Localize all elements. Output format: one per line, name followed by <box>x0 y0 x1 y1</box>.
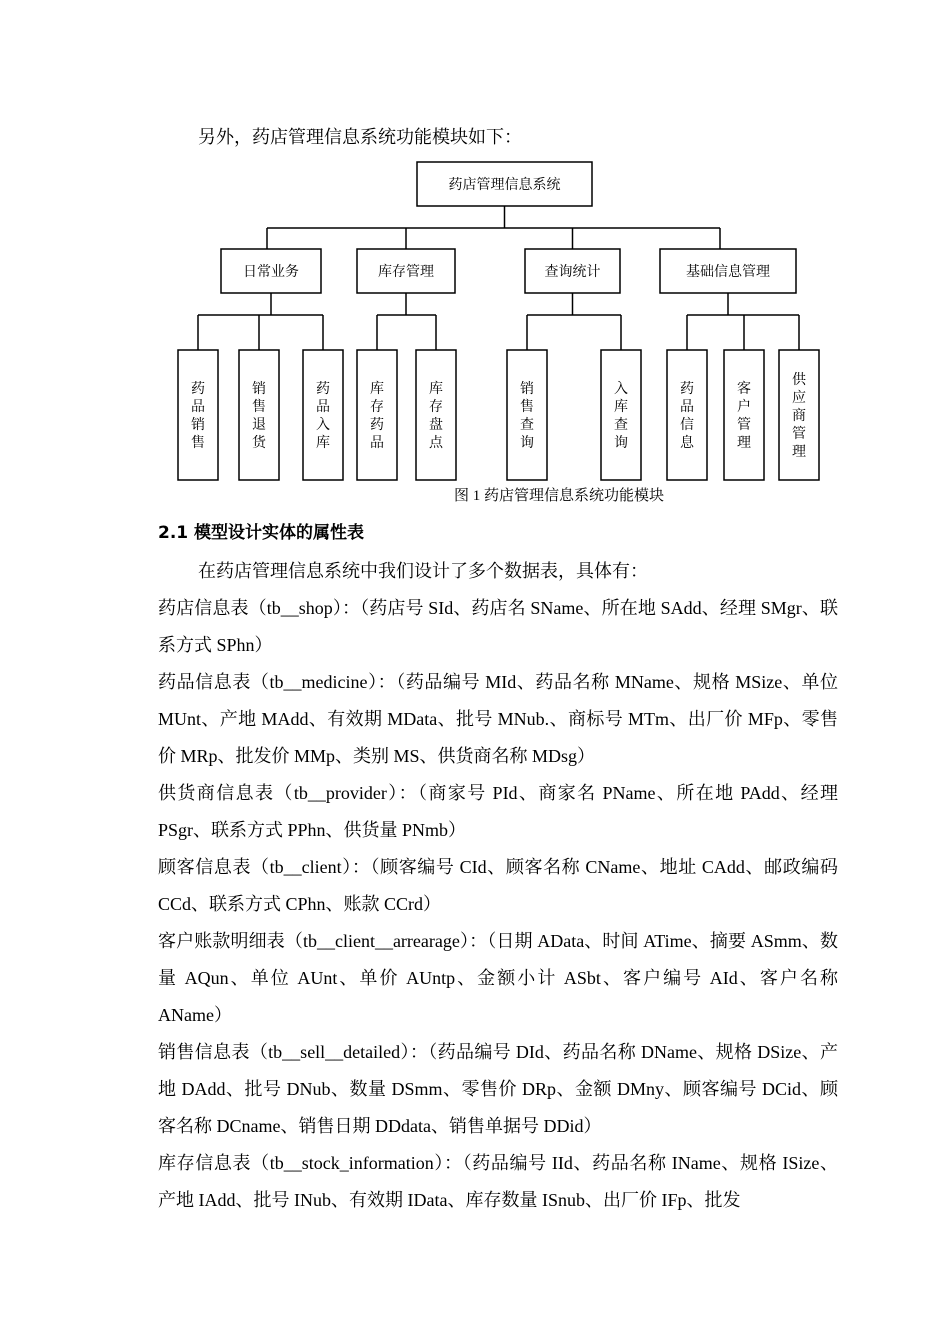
module-box <box>303 350 343 480</box>
module-label: 入库查询 <box>614 381 628 451</box>
module-box <box>416 350 456 480</box>
module-label: 药品销售 <box>191 381 205 451</box>
module-box <box>357 350 397 480</box>
module-label: 药品信息 <box>680 381 694 451</box>
module-box <box>601 350 641 480</box>
module-label: 药品入库 <box>316 381 330 451</box>
figure-caption: 图 1 药店管理信息系统功能模块 <box>454 488 665 504</box>
section-title: 2.1 模型设计实体的属性表 <box>158 523 365 543</box>
module-box <box>178 350 218 480</box>
module-box <box>724 350 764 480</box>
paragraph: 药品信息表（tb__medicine）：（药品编号 MId、药品名称 MName、规格 MSize、单位 MUnt、产地 MAdd、有效期 MData、批号 MNub.、商标号 MTm、出厂价 MFp、零售价 MRp、批发价 MMp、类别 MS、供货商名称 MDsg） <box>158 672 838 766</box>
paragraph: 在药店管理信息系统中我们设计了多个数据表，具体有： <box>198 561 648 581</box>
paragraph: 客户账款明细表（tb__client__arrearage）：（日期 AData、时间 ATime、摘要 ASmm、数量 AQun、单位 AUnt、单价 AUntp、金额小计 ASbt、客户编号 AId、客户名称 AName） <box>158 931 838 1025</box>
module-label: 销售退货 <box>252 381 266 451</box>
paragraph: 供货商信息表（tb__provider）：（商家号 PId、商家名 PName、所在地 PAdd、经理 PSgr、联系方式 PPhn、供货量 PNmb） <box>158 783 838 840</box>
module-label: 库存盘点 <box>429 381 443 451</box>
body-text <box>158 553 838 1219</box>
paragraph: 药店信息表（tb__shop）：（药店号 SId、药店名 SName、所在地 SAdd、经理 SMgr、联系方式 SPhn） <box>158 598 838 655</box>
intro-text: 另外，药店管理信息系统功能模块如下： <box>198 127 522 147</box>
root-label: 药店管理信息系统 <box>448 177 561 193</box>
module-label: 供应商管理 <box>792 372 806 460</box>
module-label: 库存药品 <box>370 381 384 451</box>
module-box <box>667 350 707 480</box>
paragraph: 库存信息表（tb__stock_information）：（药品编号 IId、药品名称 IName、规格 ISize、产地 IAdd、批号 INub、有效期 IData、库存数量 ISnub、出厂价 IFp、批发 <box>158 1153 838 1210</box>
group-label: 基础信息管理 <box>686 264 770 280</box>
module-label: 销售查询 <box>520 381 534 451</box>
group-label: 查询统计 <box>544 264 601 280</box>
paragraph: 销售信息表（tb__sell__detailed）：（药品编号 DId、药品名称 DName、规格 DSize、产地 DAdd、批号 DNub、数量 DSmm、零售价 DRp、金额 DMny、顾客编号 DCid、顾客名称 DCname、销售日期 DDdata、销售单据号 DDid） <box>158 1042 838 1136</box>
module-box <box>507 350 547 480</box>
module-box <box>239 350 279 480</box>
paragraph: 顾客信息表（tb__client）：（顾客编号 CId、顾客名称 CName、地址 CAdd、邮政编码 CCd、联系方式 CPhn、账款 CCrd） <box>158 857 838 914</box>
group-label: 日常业务 <box>243 264 299 280</box>
module-label: 客户管理 <box>737 381 751 451</box>
function-module-diagram <box>0 0 950 500</box>
group-label: 库存管理 <box>378 264 434 280</box>
